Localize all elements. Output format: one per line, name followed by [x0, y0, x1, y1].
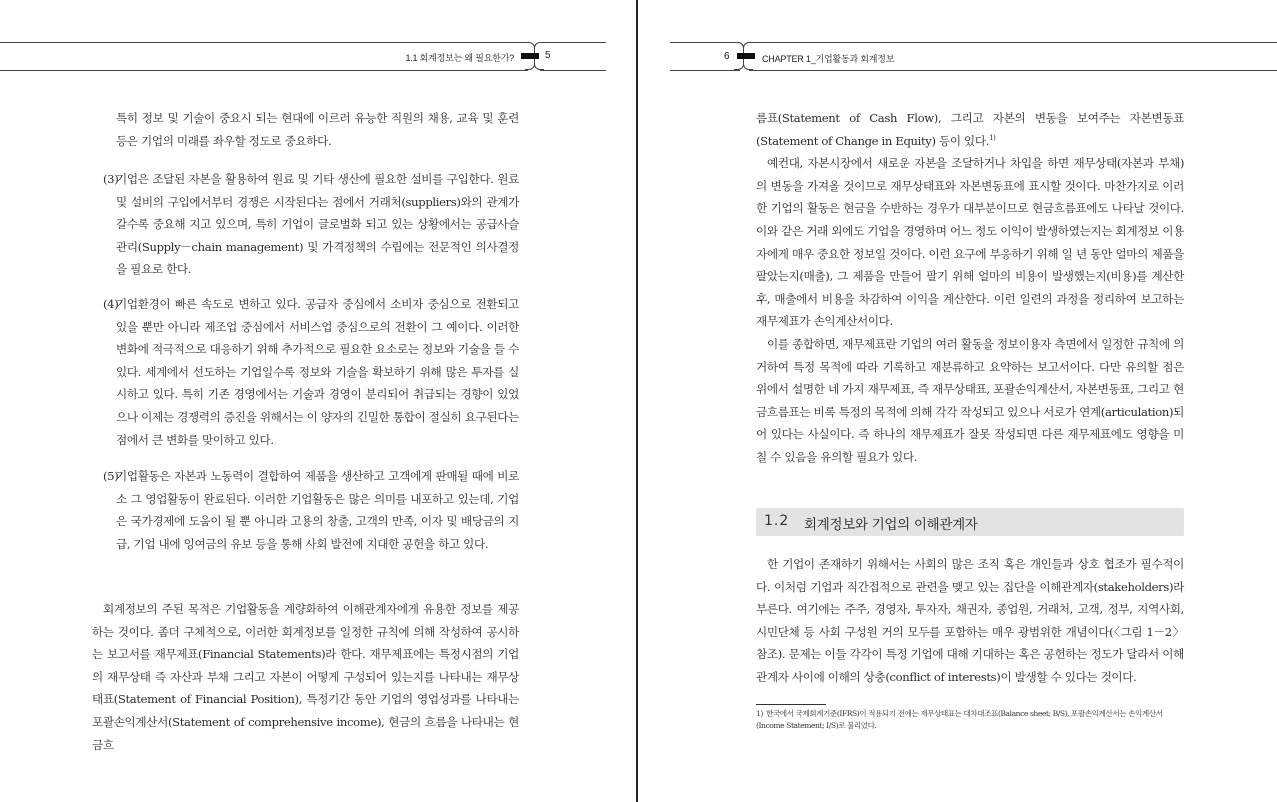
paragraph-text: 예컨대, 자본시장에서 새로운 자본을 조달하거나 차입을 하면 재무상태(자본과 부채)의 변동을 가져올 것이므로 재무상태표와 자본변동표에 표시할 것이다. 마찬가지로 이러한 기업의 활동은 현금을 수반하는 경우가 대부분이므로 현금흐름표에도 나타날 것이다. 이와 같은 거래 외에도 기업을 경영하며 어느 정도 이익이 발생하였는지는 회계정보 이용자에게 매우 중요한 정보일 것이다. 이런 요구에 부응하기 위해 일 년 동안 얼마의 제품을 팔았는지(매출), 그 제품을 만들어 팔기 위해 얼마의 비용이 발생했는지(비용)를 계산한 후, 매출에서 비용을 차감하여 이익을 계산한다. 이런 일련의 과정을 정리하여 보고하는 재무제표가 손익계산서이다.	[756, 156, 1184, 329]
item-label: (5)	[103, 469, 119, 483]
paragraph-text: 이를 종합하면, 재무제표란 기업의 여러 활동을 정보이용자 측면에서 일정한 규칙에 의거하여 특정 목적에 따라 기록하고 재분류하고 요약하는 보고서이다. 다만 유의할 점은 위에서 설명한 네 가지 재무제표, 즉 재무상태표, 포괄손익계산서, 자본변동표, 그리고 현금흐름표는 비록 특정의 목적에 의해 각각 작성되고 있으나 서로가 연계(articulation)되어 있다는 사실이다. 즉 하나의 재무제표가 잘못 작성되면 다른 재무제표에도 영향을 미칠 수 있음을 유의할 필요가 있다.	[756, 336, 1184, 464]
section-number: 1.2	[764, 513, 790, 529]
item-label: (4)	[103, 297, 119, 311]
closing-paragraph	[92, 598, 519, 756]
section-title: 회계정보와 기업의 이해관계자	[804, 517, 978, 533]
header-rule-top-left	[670, 42, 740, 43]
footnote	[756, 708, 1184, 732]
item-text: 기업환경이 빠른 속도로 변하고 있다. 공급자 중심에서 소비자 중심으로 전환되고 있을 뿐만 아니라 제조업 중심에서 서비스업 중심으로의 전환이 그 예이다. 이러한 변화에 적극적으로 대응하기 위해 추가적으로 필요한 요소로는 정보와 기술을 들 수 있다. 세계에서 선도하는 기업일수록 정보와 기술을 확보하기 위해 많은 투자를 실시하고 있다. 특히 기존 경영에서는 기술과 경영이 분리되어 취급되는 경향이 있었으나 이제는 경쟁력의 증진을 위해서는 이 양자의 긴밀한 통합이 절실히 요구된다는 점에서 큰 변화를 맞이하고 있다.	[116, 297, 519, 447]
header-rule-top	[0, 42, 528, 43]
header-marker-bar	[737, 53, 755, 59]
paragraph-text: 특히 정보 및 기술이 중요시 되는 현대에 이르러 유능한 직원의 채용, 교육 및 훈련 등은 기업의 미래를 좌우할 정도로 중요하다.	[116, 111, 519, 148]
paragraph-text: 름표(Statement of Cash Flow), 그리고 자본의 변동을 보여주는 자본변동표(Statement of Change in Equity) 등이 있다.	[756, 111, 1184, 148]
running-header-title: CHAPTER 1_기업활동과 회계정보	[762, 54, 895, 64]
footnote-rule	[756, 704, 826, 705]
section-heading	[756, 508, 1184, 536]
header-rule-top-right	[540, 42, 606, 43]
list-item	[103, 168, 519, 281]
left-page	[0, 0, 636, 802]
continuation-paragraph	[756, 107, 1184, 469]
item-text: 기업은 조달된 자본을 활용하여 원료 및 기타 생산에 필요한 설비를 구입한다. 원료 및 설비의 구입에서부터 경쟁은 시작된다는 점에서 거래처(suppliers)와의 관계가 갈수록 중요해 지고 있으며, 특히 기업이 글로벌화 되고 있는 상황에서는 공급사슬관리(Supply－chain management) 및 가격정책의 수립에는 전문적인 의사결정을 필요로 한다.	[116, 172, 519, 277]
header-marker-bar	[521, 53, 539, 59]
running-header-title: 1.1 회계정보는 왜 필요한가?	[405, 53, 514, 63]
list-item	[103, 465, 519, 555]
intro-paragraph	[116, 107, 519, 152]
header-rule-top	[749, 42, 1277, 43]
footnote-reference[interactable]: 1)	[989, 133, 996, 142]
paragraph-text: 회계정보의 주된 목적은 기업활동을 계량화하여 이해관계자에게 유용한 정보를 제공하는 것이다. 좀더 구체적으로, 이러한 회계정보를 일정한 규칙에 의해 작성하여 공시하는 보고서를 재무제표(Financial Statements)라 한다. 재무제표에는 특정시점의 기업의 재무상태 즉 자산과 부채 그리고 자본이 어떻게 구성되어 있는지를 나타내는 재무상태표(Statement of Financial Position), 특정기간 동안 기업의 영업성과를 나타내는 포괄손익계산서(Statement of comprehensive income), 현금의 흐름을 나타내는 현금흐	[92, 602, 519, 752]
header-rule-bottom	[749, 70, 1277, 71]
footnote-text: 한국에서 국제회계기준(IFRS)이 적용되기 전에는 재무상태표는 대차대조표(Balance sheet; B/S), 포괄손익계산서는 손익계산서(Income Statement; I/S)로 불리었다.	[756, 709, 1163, 730]
footnote-mark: 1)	[756, 709, 763, 718]
header-rule-bottom-left	[670, 70, 740, 71]
stakeholder-paragraph	[756, 553, 1184, 689]
paragraph-text: 한 기업이 존재하기 위해서는 사회의 많은 조직 혹은 개인들과 상호 협조가 필수적이다. 이처럼 기업과 직간접적으로 관련을 맺고 있는 집단을 이해관계자(stakeholders)라 부른다. 여기에는 주주, 경영자, 투자자, 채권자, 종업원, 거래처, 고객, 정부, 지역사회, 시민단체 등 사회 구성원 거의 모두를 포함하는 매우 광범위한 개념이다(〈그림 1－2〉 참조). 문제는 이들 각각이 특정 기업에 대해 기대하는 혹은 공헌하는 정도가 달라서 이해관계자 사이에 이해의 상충(conflict of interests)이 발생할 수 있다는 것이다.	[756, 557, 1184, 684]
header-rule-bottom-right	[540, 70, 606, 71]
item-label: (3)	[103, 172, 119, 186]
header-rule-bottom	[0, 70, 528, 71]
page-number: 5	[545, 50, 551, 61]
page-number: 6	[724, 51, 730, 62]
item-text: 기업활동은 자본과 노동력이 결합하여 제품을 생산하고 고객에게 판매될 때에 비로소 그 영업활동이 완료된다. 이러한 기업활동은 많은 의미를 내포하고 있는데, 기업은 국가경제에 도움이 될 뿐 아니라 고용의 창출, 고객의 만족, 이자 및 배당금의 지급, 기업 내에 잉여금의 유보 등을 통해 사회 발전에 지대한 공헌을 하고 있다.	[116, 469, 519, 551]
list-item	[103, 293, 519, 451]
